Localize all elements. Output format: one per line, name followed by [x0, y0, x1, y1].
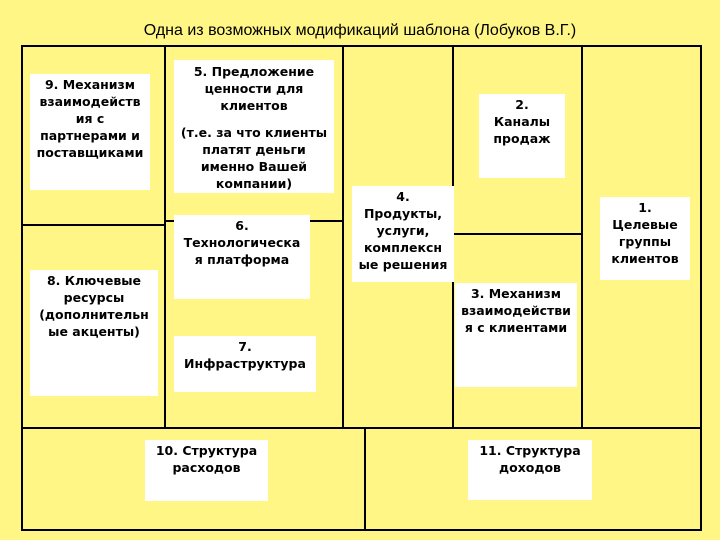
block-3-label: 3. Механизм взаимодействи я с клиентами: [461, 286, 571, 335]
block-7-infrastructure: [174, 336, 316, 392]
divider-center-right-row: [452, 233, 583, 235]
divider-left: [164, 45, 166, 427]
block-5-value-proposition: [174, 60, 334, 193]
divider-left-row: [21, 224, 166, 226]
block-11-revenue-structure: [468, 440, 592, 500]
block-1-label: 1. Целевые группы клиентов: [611, 200, 679, 266]
block-9-partners: [30, 74, 150, 190]
page-title: Одна из возможных модификаций шаблона (Лобуков В.Г.): [143, 22, 577, 39]
block-6-label: 6. Технологическа я платформа: [183, 218, 301, 267]
block-4-products: [352, 186, 454, 282]
block-5-label: 5. Предложение ценности для клиентов: [193, 64, 315, 113]
block-3-customer-interaction: [455, 283, 577, 387]
block-9-label: 9. Механизм взаимодейств ия с партнерами и поставщиками: [36, 77, 144, 160]
block-8-key-resources: [30, 270, 158, 396]
block-2-sales-channels: [479, 94, 565, 178]
block-1-target-groups: [600, 197, 690, 280]
block-10-cost-structure: [145, 440, 268, 501]
divider-right: [581, 45, 583, 427]
block-8-label: 8. Ключевые ресурсы (дополнительн ые акценты): [39, 273, 149, 339]
block-10-label: 10. Структура расходов: [155, 443, 258, 475]
divider-center-left: [342, 45, 344, 427]
divider-bottom-middle: [364, 427, 366, 531]
divider-bottom-section: [21, 427, 702, 429]
block-7-label: 7. Инфраструктура: [184, 339, 306, 371]
block-6-tech-platform: [174, 215, 310, 299]
block-4-label: 4. Продукты, услуги, комплексн ые решения: [358, 189, 448, 272]
block-11-label: 11. Структура доходов: [479, 443, 581, 475]
block-5-note: (т.е. за что клиенты платят деньги именно Вашей компании): [180, 125, 328, 191]
block-2-label: 2. Каналы продаж: [493, 97, 551, 146]
